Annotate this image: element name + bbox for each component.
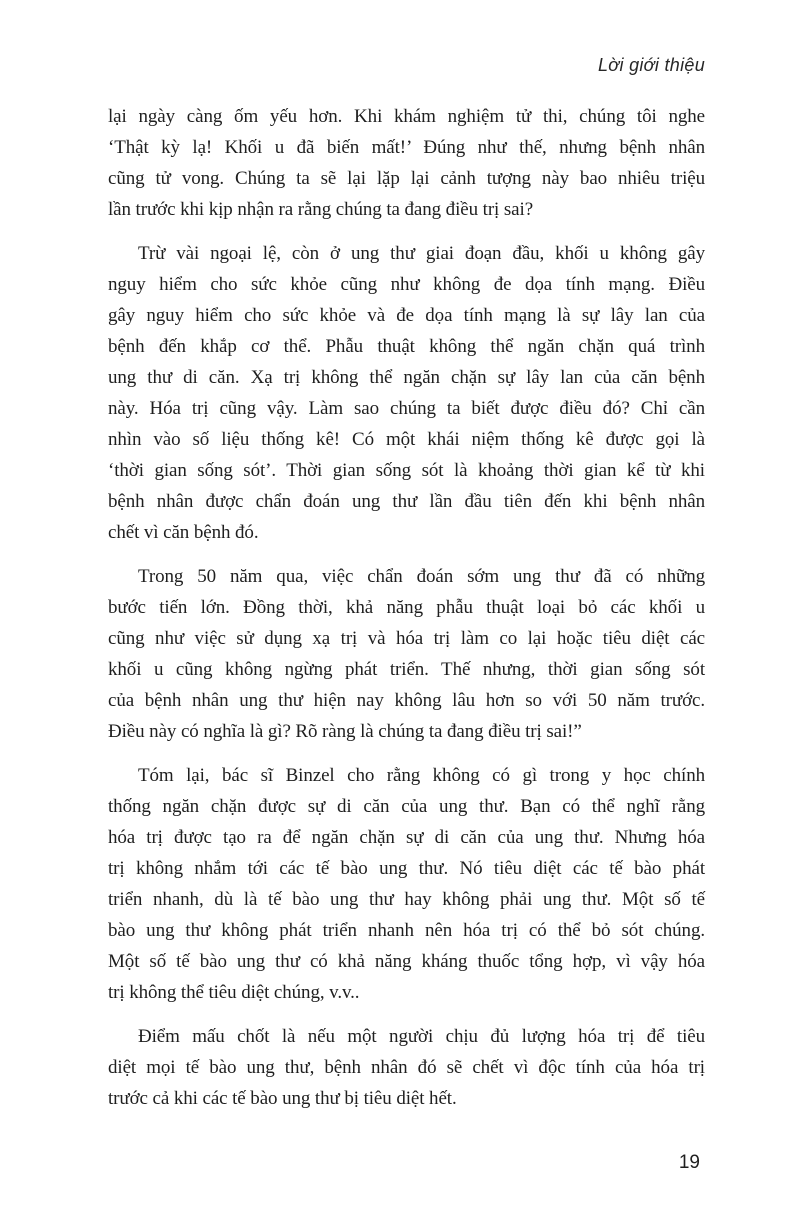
text-line: nhìn vào số liệu thống kê! Có một khái niệm thống kê được gọi là <box>108 429 705 450</box>
text-line: ung thư di căn. Xạ trị không thể ngăn chặn sự lây lan của căn bệnh <box>108 367 705 388</box>
text-line: ‘thời gian sống sót’. Thời gian sống sót là khoảng thời gian kể từ khi <box>108 460 705 481</box>
text-line: Trong 50 năm qua, việc chẩn đoán sớm ung thư đã có những <box>138 566 705 587</box>
text-line: Tóm lại, bác sĩ Binzel cho rằng không có gì trong y học chính <box>138 765 705 786</box>
paragraph <box>108 238 705 548</box>
text-line: Một số tế bào ung thư có khả năng kháng thuốc tổng hợp, vì vậy hóa <box>108 951 705 972</box>
page-number: 19 <box>678 1152 700 1173</box>
text-line: triển nhanh, dù là tế bào ung thư hay không phải ung thư. Một số tế <box>108 889 705 910</box>
body-text <box>108 101 705 1114</box>
text-line: cũng như việc sử dụng xạ trị và hóa trị làm co lại hoặc tiêu diệt các <box>108 628 705 649</box>
text-line: trị không thể tiêu diệt chúng, v.v.. <box>108 982 360 1003</box>
text-line: cũng tử vong. Chúng ta sẽ lại lặp lại cảnh tượng này bao nhiêu triệu <box>108 168 705 189</box>
text-line: của bệnh nhân ung thư hiện nay không lâu hơn so với 50 năm trước. <box>108 690 705 711</box>
text-line: trước cả khi các tế bào ung thư bị tiêu diệt hết. <box>108 1088 457 1109</box>
text-line: bào ung thư không phát triển nhanh nên hóa trị có thể bỏ sót chúng. <box>108 920 705 941</box>
text-line: lần trước khi kịp nhận ra rằng chúng ta đang điều trị sai? <box>108 199 534 220</box>
text-line: lại ngày càng ốm yếu hơn. Khi khám nghiệm tử thi, chúng tôi nghe <box>108 106 705 127</box>
text-line: diệt mọi tế bào ung thư, bệnh nhân đó sẽ chết vì độc tính của hóa trị <box>108 1057 705 1078</box>
paragraph <box>108 1021 705 1114</box>
text-line: thống ngăn chặn được sự di căn của ung thư. Bạn có thể nghĩ rằng <box>108 796 705 817</box>
text-line: hóa trị được tạo ra để ngăn chặn sự di căn của ung thư. Nhưng hóa <box>108 827 705 848</box>
text-line: bệnh đến khắp cơ thể. Phẫu thuật không thể ngăn chặn quá trình <box>108 336 705 357</box>
paragraph <box>108 561 705 747</box>
paragraph <box>108 760 705 1008</box>
text-line: trị không nhắm tới các tế bào ung thư. Nó tiêu diệt các tế bào phát <box>108 858 705 879</box>
text-line: bước tiến lớn. Đồng thời, khả năng phẫu thuật loại bỏ các khối u <box>108 597 705 618</box>
text-line: khối u cũng không ngừng phát triển. Thế nhưng, thời gian sống sót <box>108 659 705 680</box>
text-line: Trừ vài ngoại lệ, còn ở ung thư giai đoạn đầu, khối u không gây <box>138 243 705 264</box>
paragraph <box>108 101 705 225</box>
text-line: chết vì căn bệnh đó. <box>108 522 259 543</box>
text-line: ‘Thật kỳ lạ! Khối u đã biến mất!’ Đúng như thế, nhưng bệnh nhân <box>108 137 705 158</box>
text-line: này. Hóa trị cũng vậy. Làm sao chúng ta biết được điều đó? Chỉ cần <box>108 398 705 419</box>
text-line: bệnh nhân được chẩn đoán ung thư lần đầu tiên đến khi bệnh nhân <box>108 491 705 512</box>
running-header: Lời giới thiệu <box>597 55 705 75</box>
text-line: gây nguy hiểm cho sức khỏe và đe dọa tính mạng là sự lây lan của <box>108 305 705 326</box>
text-line: Điều này có nghĩa là gì? Rõ ràng là chúng ta đang điều trị sai!” <box>108 721 582 742</box>
text-line: Điểm mấu chốt là nếu một người chịu đủ lượng hóa trị để tiêu <box>138 1026 705 1047</box>
text-line: nguy hiểm cho sức khỏe cũng như không đe dọa tính mạng. Điều <box>108 274 705 295</box>
